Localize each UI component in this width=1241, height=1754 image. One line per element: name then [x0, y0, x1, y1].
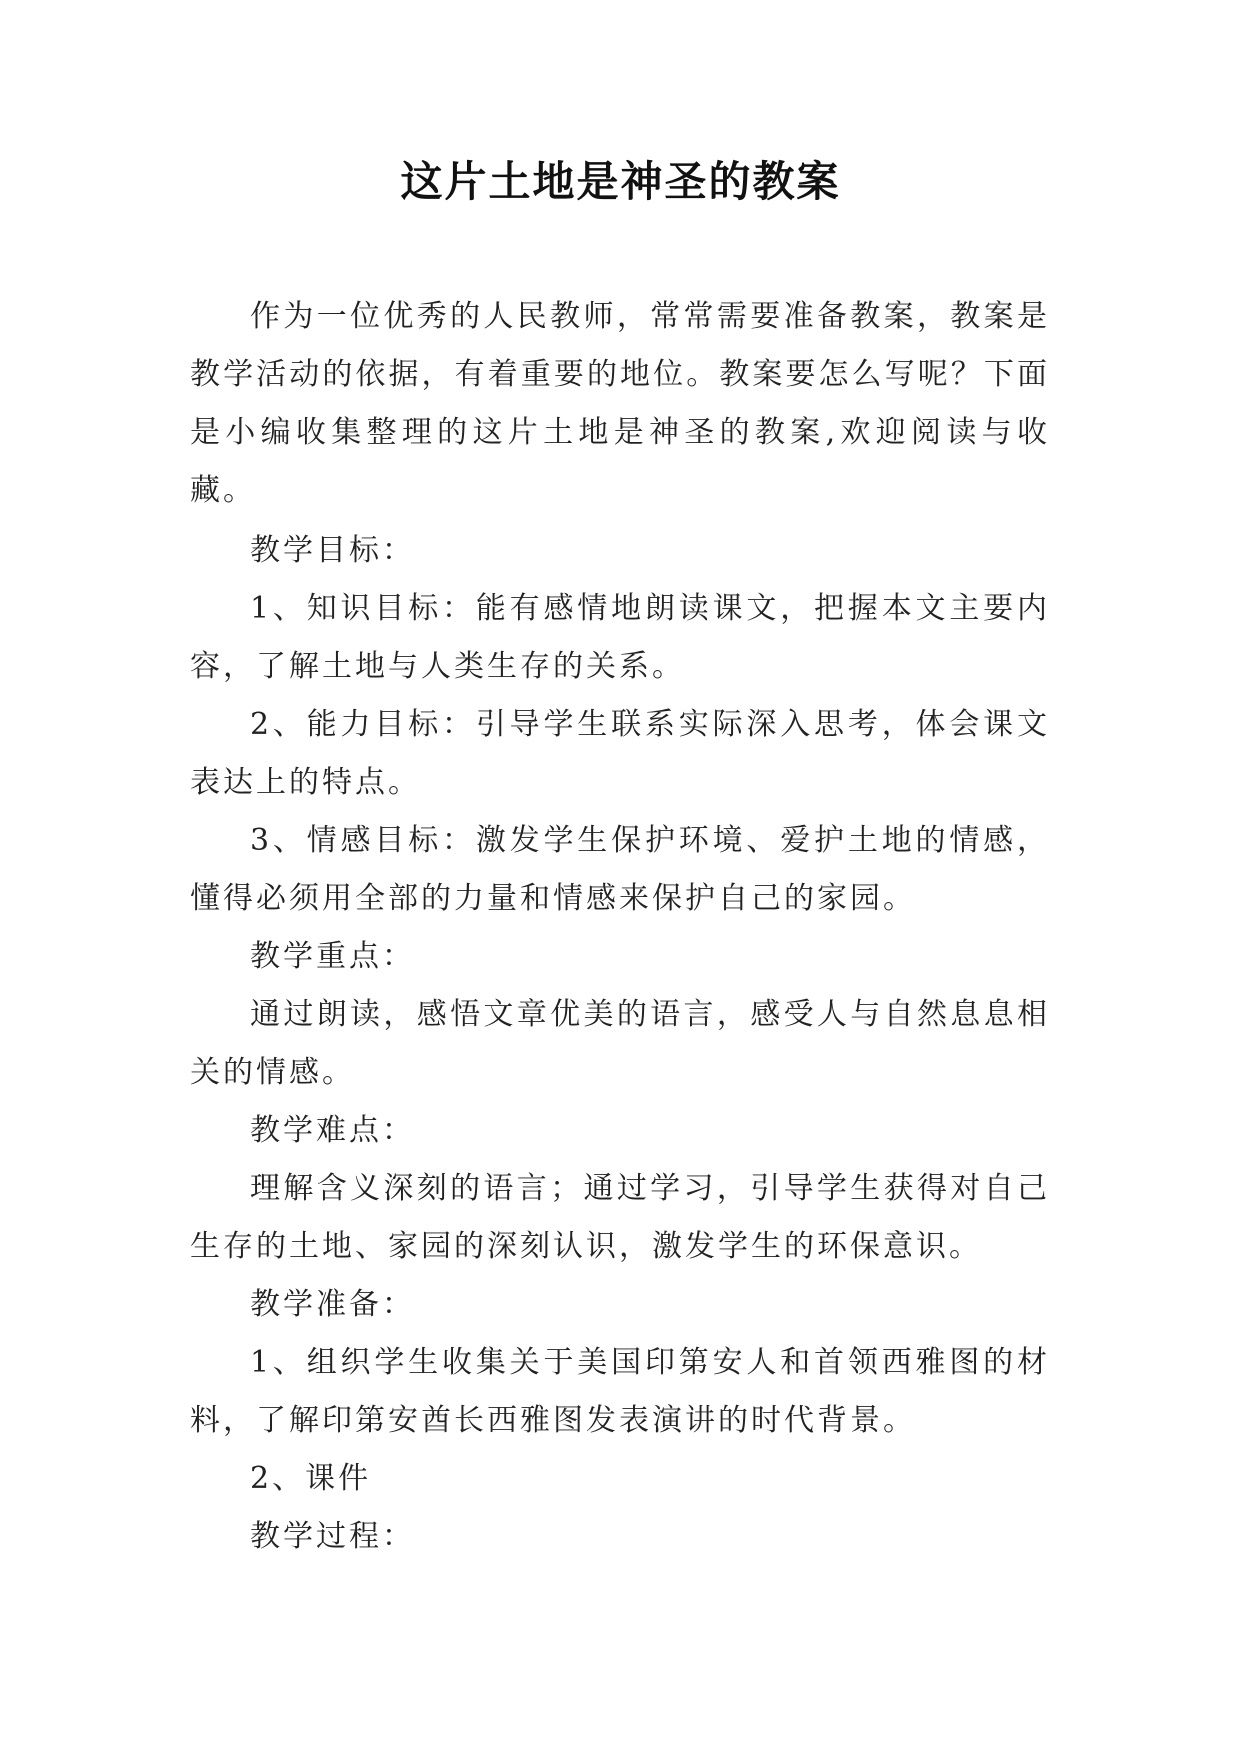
heading-preparation: 教学准备： — [250, 1287, 415, 1322]
goal-emotion: 3、情感目标：激发学生保护环境、爱护土地的情感，懂得必须用全部的力量和情感来保护自己的家园。 — [190, 823, 1050, 916]
document-title: 这片土地是神圣的教案 — [400, 157, 841, 206]
heading-difficulties: 教学难点： — [250, 1113, 415, 1148]
heading-teaching-process: 教学过程： — [250, 1519, 415, 1554]
heading-teaching-goals: 教学目标： — [250, 533, 415, 568]
goal-ability: 2、能力目标：引导学生联系实际深入思考，体会课文表达上的特点。 — [190, 707, 1050, 800]
intro-paragraph: 作为一位优秀的人民教师，常常需要准备教案，教案是教学活动的依据，有着重要的地位。教案要怎么写呢？下面是小编收集整理的这片土地是神圣的教案,欢迎阅读与收藏。 — [190, 299, 1050, 508]
intro-section — [190, 288, 1050, 520]
goal-knowledge: 1、知识目标：能有感情地朗读课文，把握本文主要内容，了解土地与人类生存的关系。 — [190, 591, 1050, 684]
preparation-item-1: 1、组织学生收集关于美国印第安人和首领西雅图的材料，了解印第安酋长西雅图发表演讲的时代背景。 — [190, 1345, 1050, 1438]
key-points-text: 通过朗读，感悟文章优美的语言，感受人与自然息息相关的情感。 — [190, 997, 1050, 1090]
lesson-plan-body — [190, 522, 1050, 1566]
preparation-item-2: 2、课件 — [250, 1461, 372, 1496]
heading-key-points: 教学重点： — [250, 939, 415, 974]
difficulties-text: 理解含义深刻的语言；通过学习，引导学生获得对自己生存的土地、家园的深刻认识，激发学生的环保意识。 — [190, 1171, 1050, 1264]
